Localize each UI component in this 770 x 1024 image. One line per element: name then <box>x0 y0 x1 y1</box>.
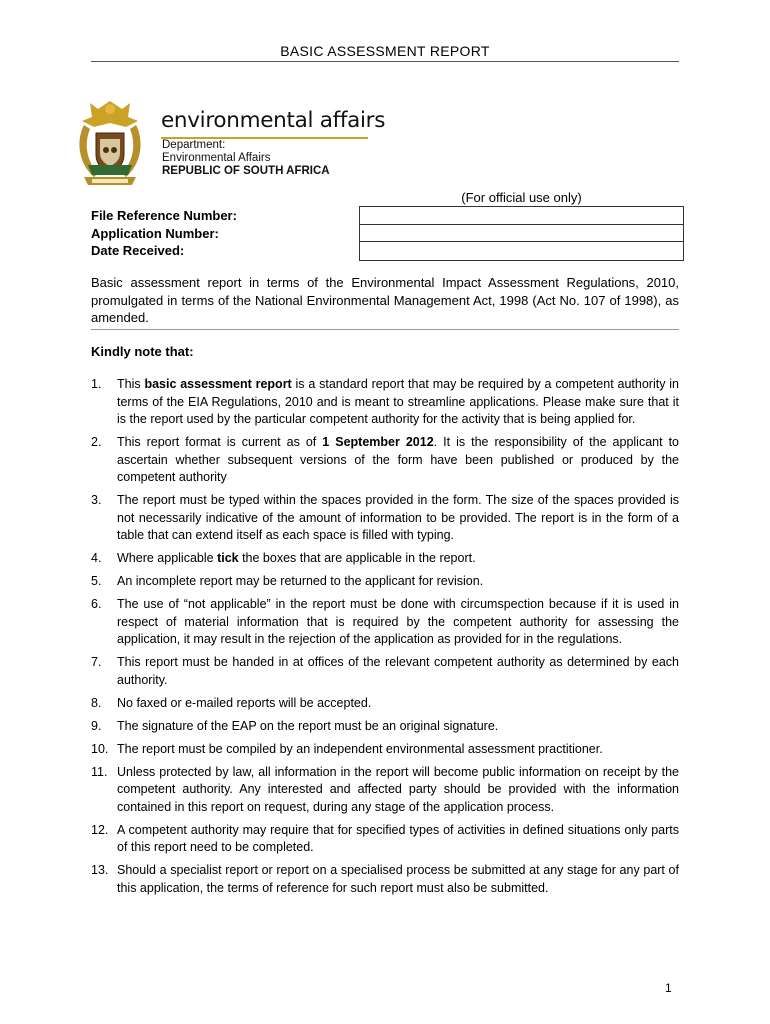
note-number: 12. <box>91 822 109 837</box>
note-text: is a standard report that may be required by a competent authority in terms of the EIA Regulations, 2010 and is meant to streamline applications. Please make sure that it is the report used by the particular competent authority for the activity that is being applied for. <box>117 377 679 426</box>
list-item <box>91 596 679 649</box>
country-name: REPUBLIC OF SOUTH AFRICA <box>162 165 330 177</box>
list-item <box>91 764 679 817</box>
note-number: 2. <box>91 435 102 449</box>
department-label: Department: <box>162 139 226 151</box>
list-item <box>91 492 679 545</box>
notes-heading: Kindly note that: <box>91 344 194 359</box>
list-item <box>91 434 679 487</box>
note-number: 11. <box>91 764 108 779</box>
note-text: This report must be handed in at offices of the relevant competent authority as determined by each authority. <box>117 655 679 687</box>
department-name: Environmental Affairs <box>162 152 271 164</box>
note-number: 7. <box>91 655 102 669</box>
note-number: 1. <box>91 377 102 391</box>
date-received-field[interactable] <box>360 242 683 260</box>
note-text: No faxed or e-mailed reports will be accepted. <box>117 695 372 710</box>
application-number-field[interactable] <box>360 225 683 243</box>
reference-field-labels <box>91 207 237 260</box>
south-africa-coat-of-arms-icon <box>70 95 150 190</box>
note-emphasis: 1 September 2012 <box>322 435 434 449</box>
file-reference-field[interactable] <box>360 207 683 225</box>
note-text: The report must be compiled by an independent environmental assessment practitioner. <box>117 741 603 756</box>
list-item <box>91 573 679 591</box>
note-text: Unless protected by law, all information in the report will become public information on receipt by the competent authority. Any interested and affected party should be provided with the information contained in this report on request, during any stage of the application process. <box>117 764 679 814</box>
list-item <box>91 822 679 857</box>
intro-divider <box>91 329 679 330</box>
department-logo <box>70 95 386 190</box>
list-item <box>91 550 679 568</box>
application-number-label: Application Number: <box>91 225 219 241</box>
note-number: 13. <box>91 863 109 877</box>
list-item <box>91 695 679 713</box>
list-item <box>91 376 679 429</box>
note-text: The signature of the EAP on the report must be an original signature. <box>117 718 499 733</box>
official-use-label: (For official use only) <box>461 190 582 205</box>
list-item <box>91 718 679 736</box>
page-number: 1 <box>665 981 672 995</box>
note-number: 9. <box>91 718 102 733</box>
note-text: This report format is current as of <box>117 435 323 449</box>
brand-name: environmental affairs <box>161 108 386 133</box>
notes-list <box>91 376 679 903</box>
official-use-table <box>359 206 684 261</box>
note-number: 6. <box>91 597 102 611</box>
note-text: Where applicable <box>117 551 218 565</box>
note-text: . It is the responsibility of the applicant to ascertain whether subsequent versions of the form have been published or produced by the competent authority <box>117 435 680 484</box>
list-item <box>91 654 679 689</box>
intro-paragraph: Basic assessment report in terms of the Environmental Impact Assessment Regulations, 2010, promulgated in terms of the National Environmental Management Act, 1998 (Act No. 107 of 1998), as amended. <box>91 275 679 325</box>
note-emphasis: tick <box>217 551 239 565</box>
date-received-label: Date Received: <box>91 243 185 258</box>
note-text: A competent authority may require that for specified types of activities in defined situations only parts of this report need to be completed. <box>117 822 679 854</box>
note-text: An incomplete report may be returned to the applicant for revision. <box>117 574 484 588</box>
note-number: 8. <box>91 695 102 710</box>
note-text: Should a specialist report or report on a specialised process be submitted at any stage for any part of this application, the terms of reference for such report must also be submitted. <box>117 863 679 895</box>
note-number: 10. <box>91 741 109 756</box>
note-text: the boxes that are applicable in the report. <box>238 551 476 565</box>
page-header-title: BASIC ASSESSMENT REPORT <box>280 43 490 59</box>
note-number: 5. <box>91 574 102 588</box>
note-text: The use of “not applicable” in the report must be done with circumspection because if it is used in respect of material information that is required by the competent authority for assessing the application, it may result in the rejection of the application as provided for in the regulations. <box>117 597 679 646</box>
note-number: 4. <box>91 551 102 565</box>
note-number: 3. <box>91 493 102 507</box>
file-reference-label: File Reference Number: <box>91 208 237 223</box>
note-emphasis: basic assessment report <box>144 377 292 391</box>
list-item <box>91 862 679 897</box>
header-divider <box>91 61 679 62</box>
note-text: The report must be typed within the spaces provided in the form. The size of the spaces provided is not necessarily indicative of the amount of information to be provided. The report is in the form of a table that can extend itself as each space is filled with typing. <box>117 493 679 542</box>
note-text: This <box>117 377 145 391</box>
list-item <box>91 741 679 759</box>
